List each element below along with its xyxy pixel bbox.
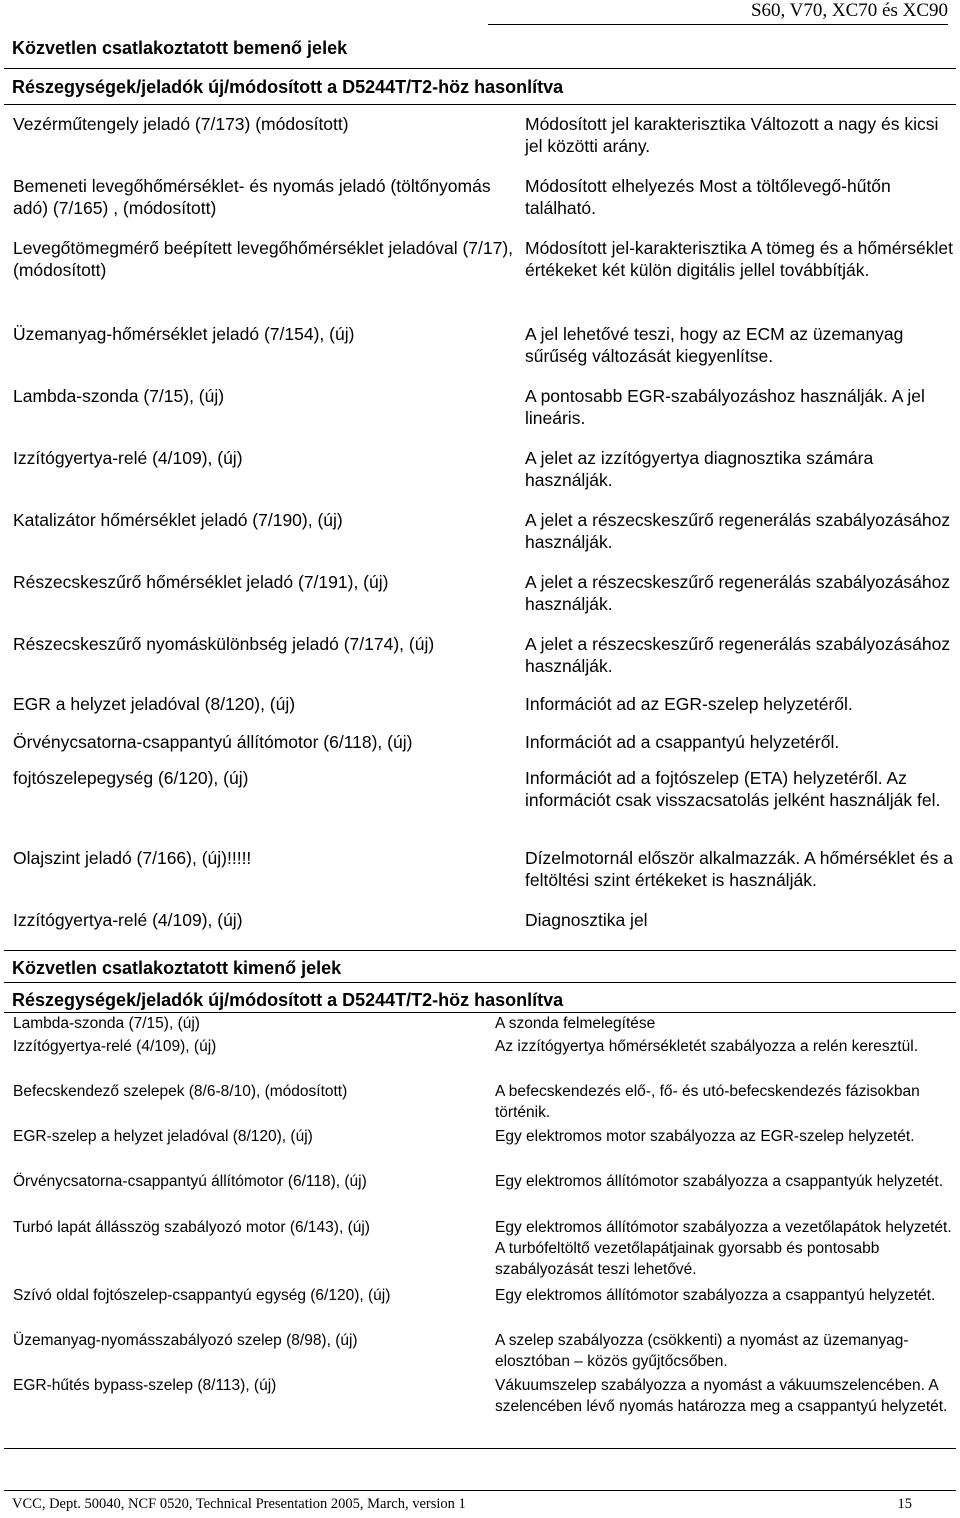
component-cell: EGR-hűtés bypass-szelep (8/113), (új): [13, 1377, 277, 1394]
description-cell: Az izzítógyertya hőmérsékletét szabályozza a relén keresztül.: [495, 1038, 918, 1055]
component-cell: Izzítógyertya-relé (4/109), (új): [13, 448, 243, 468]
inputs-table: [4, 113, 956, 945]
description-cell: Információt ad a fojtószelep (ETA) helyzetéről. Az információt csak visszacsatolás jelként használják fel.: [525, 768, 941, 810]
table-row: [4, 909, 956, 945]
table-row: [4, 767, 956, 847]
table-row: [4, 1013, 956, 1036]
component-cell: EGR-szelep a helyzet jeladóval (8/120), (új): [13, 1128, 313, 1145]
description-cell: A szelep szabályozza (csökkenti) a nyomást az üzemanyag-elosztóban – közös gyűjtőcsőben.: [495, 1332, 909, 1370]
description-cell: A jelet az izzítógyertya diagnosztika számára használják.: [525, 448, 874, 490]
table-row: [4, 113, 956, 175]
table-row: [4, 237, 956, 323]
table-row: [4, 447, 956, 509]
table-row: [4, 571, 956, 633]
description-cell: Diagnosztika jel: [525, 910, 648, 930]
description-cell: A szonda felmelegítése: [495, 1015, 656, 1032]
header-model: S60, V70, XC70 és XC90: [488, 0, 948, 25]
component-cell: fojtószelepegység (6/120), (új): [13, 768, 249, 788]
component-cell: Örvénycsatorna-csappantyú állítómotor (6/118), (új): [13, 1173, 367, 1190]
component-cell: Vezérműtengely jeladó (7/173) (módosított): [13, 114, 349, 134]
component-cell: EGR a helyzet jeladóval (8/120), (új): [13, 694, 296, 714]
table-row: [4, 693, 956, 731]
description-cell: Információt ad az EGR-szelep helyzetéről.: [525, 694, 853, 714]
component-cell: Olajszint jeladó (7/166), (új)!!!!!: [13, 848, 252, 868]
description-cell: A jelet a részecskeszűrő regenerálás szabályozásához használják.: [525, 510, 951, 552]
rule: [4, 68, 956, 69]
page-number: 15: [897, 1496, 912, 1512]
outputs-subtitle: Részegységek/jeladók új/módosított a D5244T/T2-höz hasonlítva: [12, 990, 564, 1010]
description-cell: Egy elektromos állítómotor szabályozza a csappantyú helyzetét.: [495, 1287, 936, 1304]
component-cell: Bemeneti levegőhőmérséklet- és nyomás jeladó (töltőnyomás adó) (7/165) , (módosított): [13, 176, 491, 218]
component-cell: Üzemanyag-hőmérséklet jeladó (7/154), (új): [13, 324, 355, 344]
component-cell: Izzítógyertya-relé (4/109), (új): [13, 1038, 217, 1055]
description-cell: A pontosabb EGR-szabályozáshoz használják. A jel lineáris.: [525, 386, 925, 428]
description-cell: A jelet a részecskeszűrő regenerálás szabályozásához használják.: [525, 634, 951, 676]
table-row: [4, 385, 956, 447]
component-cell: Részecskeszűrő hőmérséklet jeladó (7/191), (új): [13, 572, 389, 592]
rule: [4, 982, 956, 983]
table-row: [4, 1217, 956, 1285]
outputs-title: Közvetlen csatlakoztatott kimenő jelek: [12, 958, 342, 978]
component-cell: Befecskendező szelepek (8/6-8/10), (módosított): [13, 1083, 348, 1100]
component-cell: Részecskeszűrő nyomáskülönbség jeladó (7/174), (új): [13, 634, 435, 654]
component-cell: Szívó oldal fojtószelep-csappantyú egység (6/120), (új): [13, 1287, 391, 1304]
rule: [4, 1448, 956, 1449]
component-cell: Lambda-szonda (7/15), (új): [13, 1015, 200, 1032]
table-row: [4, 1036, 956, 1081]
description-cell: Egy elektromos motor szabályozza az EGR-szelep helyzetét.: [495, 1128, 915, 1145]
description-cell: Módosított jel karakterisztika Változott a nagy és kicsi jel közötti arány.: [525, 114, 939, 156]
component-cell: Lambda-szonda (7/15), (új): [13, 386, 225, 406]
inputs-title: Közvetlen csatlakoztatott bemenő jelek: [12, 38, 348, 58]
table-row: [4, 1285, 956, 1330]
description-cell: Módosított elhelyezés Most a töltőlevegő-hűtőn található.: [525, 176, 891, 218]
rule: [4, 104, 956, 105]
description-cell: Dízelmotornál először alkalmazzák. A hőmérséklet és a feltöltési szint értékeket is használják.: [525, 848, 953, 890]
table-row: [4, 175, 956, 237]
table-row: [4, 731, 956, 767]
description-cell: A jel lehetővé teszi, hogy az ECM az üzemanyag sűrűség változását kiegyenlítse.: [525, 324, 904, 366]
description-cell: Egy elektromos állítómotor szabályozza a csappantyúk helyzetét.: [495, 1173, 944, 1190]
rule: [4, 950, 956, 951]
description-cell: Módosított jel-karakterisztika A tömeg és a hőmérséklet értékeket két külön digitális jellel továbbítják.: [525, 238, 953, 280]
description-cell: Egy elektromos állítómotor szabályozza a vezetőlapátok helyzetét. A turbófeltöltő vezetőlapátjainak gyorsabb és pontosabb szabályozását teszi lehetővé.: [495, 1219, 952, 1278]
component-cell: Izzítógyertya-relé (4/109), (új): [13, 910, 243, 930]
table-row: [4, 847, 956, 909]
table-row: [4, 1330, 956, 1375]
description-cell: Vákuumszelep szabályozza a nyomást a vákuumszelencében. A szelencében lévő nyomás határozza meg a csappantyú helyzetét.: [495, 1377, 948, 1415]
component-cell: Levegőtömegmérő beépített levegőhőmérséklet jeladóval (7/17), (módosított): [13, 238, 514, 280]
description-cell: A jelet a részecskeszűrő regenerálás szabályozásához használják.: [525, 572, 951, 614]
table-row: [4, 1126, 956, 1171]
table-row: [4, 1375, 956, 1441]
description-cell: A befecskendezés elő-, fő- és utó-befecskendezés fázisokban történik.: [495, 1083, 920, 1121]
footer-rule: [4, 1490, 956, 1491]
outputs-table: [4, 1013, 956, 1441]
component-cell: Katalizátor hőmérséklet jeladó (7/190), (új): [13, 510, 343, 530]
table-row: [4, 323, 956, 385]
description-cell: Információt ad a csappantyú helyzetéről.: [525, 732, 840, 752]
component-cell: Örvénycsatorna-csappantyú állítómotor (6/118), (új): [13, 732, 413, 752]
table-row: [4, 633, 956, 693]
footer-text: VCC, Dept. 50040, NCF 0520, Technical Presentation 2005, March, version 1: [12, 1496, 466, 1512]
inputs-subtitle: Részegységek/jeladók új/módosított a D5244T/T2-höz hasonlítva: [12, 77, 564, 97]
component-cell: Turbó lapát állásszög szabályozó motor (6/143), (új): [13, 1219, 370, 1236]
component-cell: Üzemanyag-nyomásszabályozó szelep (8/98), (új): [13, 1332, 358, 1349]
table-row: [4, 1171, 956, 1217]
table-row: [4, 1081, 956, 1126]
table-row: [4, 509, 956, 571]
